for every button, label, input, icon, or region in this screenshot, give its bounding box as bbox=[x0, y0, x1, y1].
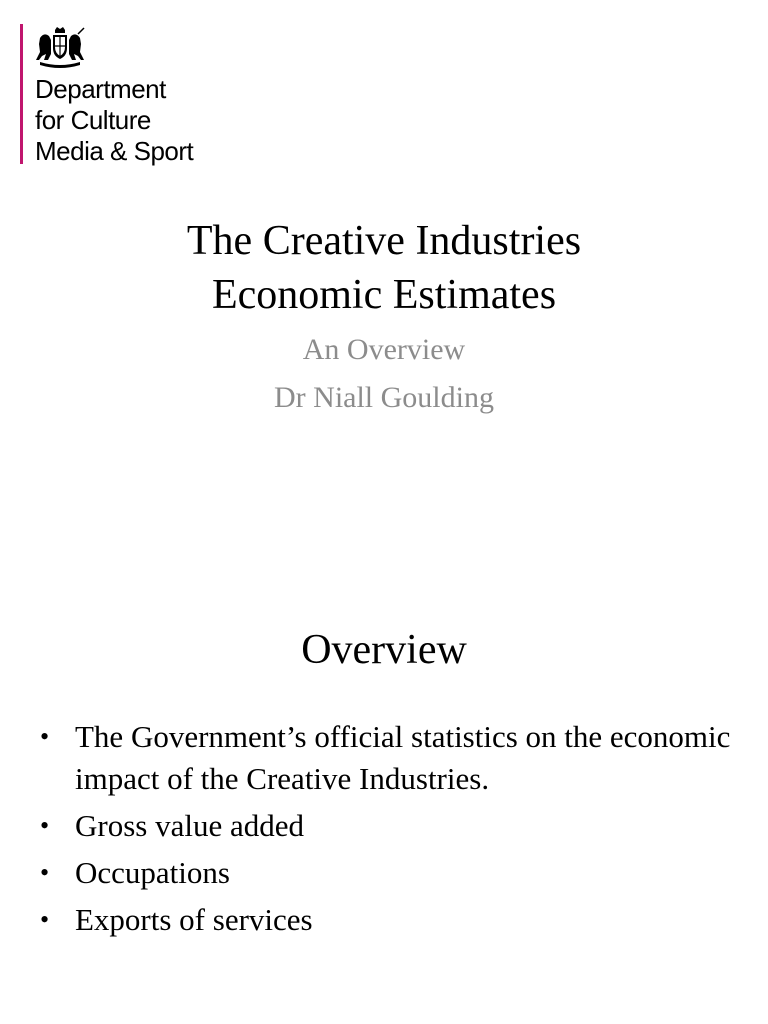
dcms-logo bbox=[20, 24, 240, 164]
overview-heading: Overview bbox=[301, 627, 467, 673]
bullet-dot-icon: • bbox=[40, 811, 50, 840]
bullet-dot-icon: • bbox=[40, 905, 50, 934]
presentation-title-line-2: Economic Estimates bbox=[211, 272, 557, 318]
bullet-dot-icon: • bbox=[40, 722, 50, 751]
bullet-item bbox=[40, 716, 740, 800]
bullet-dot-icon: • bbox=[40, 858, 50, 887]
department-name-line-1: Department bbox=[35, 74, 166, 104]
presentation-title-line-1: The Creative Industries bbox=[186, 218, 582, 264]
presentation-author: Dr Niall Goulding bbox=[274, 381, 494, 414]
title-section bbox=[0, 214, 768, 422]
bullet-text: Exports of services bbox=[75, 902, 313, 937]
department-name-line-2: for Culture bbox=[35, 105, 151, 135]
bullet-item bbox=[40, 852, 740, 894]
bullet-text: Gross value added bbox=[75, 808, 304, 843]
department-name bbox=[35, 74, 193, 167]
bullet-text: Occupations bbox=[75, 855, 230, 890]
royal-coat-of-arms-icon bbox=[34, 26, 86, 68]
overview-bullet-list bbox=[40, 716, 740, 946]
bullet-item bbox=[40, 805, 740, 847]
department-name-line-3: Media & Sport bbox=[35, 136, 194, 166]
presentation-subtitle: An Overview bbox=[302, 333, 466, 366]
logo-accent-bar bbox=[20, 24, 23, 164]
bullet-text: The Government’s official statistics on the economic impact of the Creative Industries. bbox=[75, 719, 731, 796]
bullet-item bbox=[40, 899, 740, 941]
